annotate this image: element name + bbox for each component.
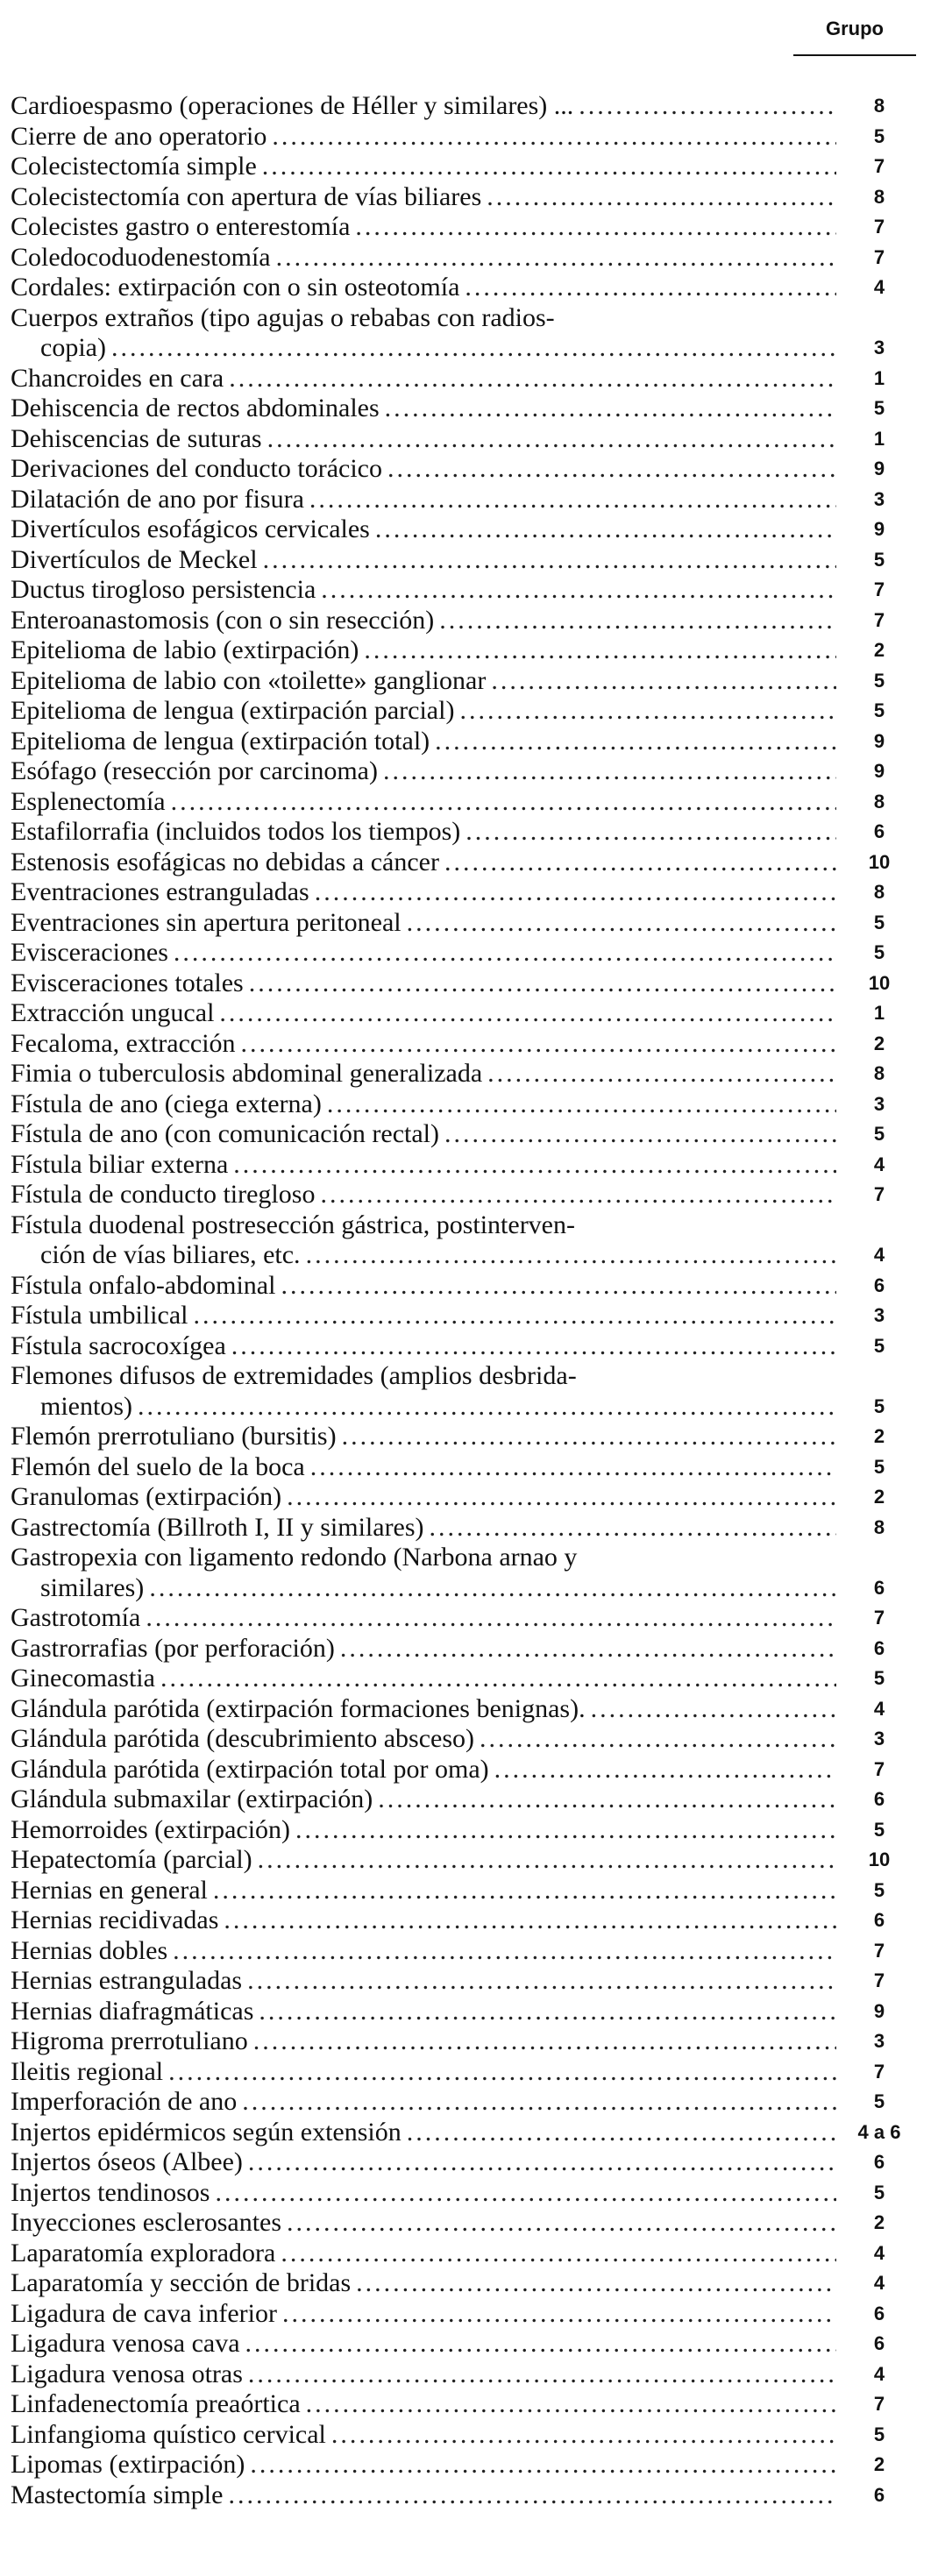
group-value: 8 [873,1515,885,1538]
list-item [11,2450,922,2480]
group-value: 4 [873,1244,885,1266]
list-item [11,1180,922,1210]
procedure-name: Derivaciones del conducto torácico ..... [11,454,836,485]
group-value: 5 [873,1818,885,1841]
group-value: 4 a 6 [857,2120,901,2143]
procedure-name: Laparatomía y sección de bridas ..... [11,2268,836,2299]
list-item [11,1876,922,1906]
list-item [11,666,922,697]
list-item [11,848,922,878]
group-value: 10 [868,850,891,873]
list-item [11,1845,922,1876]
procedure-name: Eventraciones estranguladas ..... [11,877,836,908]
procedure-name: Flemón del suelo de la boca ..... [11,1452,836,1483]
list-item [11,606,922,636]
procedure-name: Fístula sacrocoxígea ..... [11,1331,836,1362]
group-value: 5 [873,548,885,571]
procedure-name: Epitelioma de labio (extirpación) ..... [11,635,836,666]
procedure-name: Extracción ungucal ..... [11,998,836,1029]
procedure-name: Glándula submaxilar (extirpación) ..... [11,1785,836,1815]
procedure-name: Ligadura de cava inferior ..... [11,2299,836,2330]
group-value: 7 [873,245,885,268]
group-value: 6 [873,2332,885,2354]
list-item [11,1422,922,1452]
group-value: 6 [873,2483,885,2506]
group-column-title: Grupo [826,18,884,39]
list-item [11,2480,922,2511]
column-header [789,18,920,56]
procedure-name: Fístula de ano (con comunicación rectal) ..... [11,1119,836,1150]
procedure-name: Fístula de conducto tiregloso ..... [11,1180,836,1210]
list-item [11,1815,922,1846]
group-value: 7 [873,1757,885,1780]
procedure-name [11,1361,836,1422]
list-item [11,1634,922,1664]
procedure-name: Ligadura venosa cava ..... [11,2329,836,2360]
procedure-name-continuation: copia) ..... [11,333,836,364]
procedure-name: Colecistes gastro o enterestomía ..... [11,212,836,243]
procedure-name: Ileitis regional ..... [11,2057,836,2088]
group-value: 2 [873,2453,885,2475]
procedure-name: Hernias recidivadas ..... [11,1905,836,1936]
procedure-name: Fístula biliar externa ..... [11,1150,836,1181]
procedure-name: Cardioespasmo (operaciones de Héller y similares) ... ..... [11,91,836,122]
group-value: 5 [873,699,885,721]
procedure-name: Cordales: extirpación con o sin osteotomía ..... [11,273,836,303]
list-item [11,454,922,485]
procedure-name: Hernias en general ..... [11,1876,836,1906]
group-value: 3 [873,1092,885,1115]
list-item [11,2299,922,2330]
procedure-name: Enteroanastomosis (con o sin resección) ..... [11,606,836,636]
group-value: 7 [873,2393,885,2415]
group-value: 6 [873,1274,885,1296]
list-item [11,91,922,122]
group-value: 5 [873,1123,885,1145]
procedure-name: Injertos óseos (Albee) ..... [11,2147,836,2178]
list-item [11,1119,922,1150]
procedure-name: Divertículos esofágicos cervicales ..... [11,514,836,545]
list-item [11,303,922,364]
header-rule [793,54,916,56]
procedure-name: Epitelioma de lengua (extirpación total) ..... [11,727,836,757]
group-value: 6 [873,1788,885,1810]
procedure-name: Glándula parótida (extirpación total por oma) ..... [11,1755,836,1785]
procedure-name: Cierre de ano operatorio ..... [11,122,836,153]
procedure-name: Dehiscencias de suturas ..... [11,424,836,455]
procedure-name: Hepatectomía (parcial) ..... [11,1845,836,1876]
list-item [11,1513,922,1543]
group-value: 8 [873,185,885,208]
list-item [11,1966,922,1997]
list-item [11,1603,922,1634]
list-item [11,1997,922,2027]
procedure-name-line: Gastropexia con ligamento redondo (Narbona arnao y [11,1543,578,1572]
list-item [11,485,922,515]
procedure-name: Estenosis esofágicas no debidas a cáncer ..... [11,848,836,878]
procedure-name: Laparatomía exploradora ..... [11,2239,836,2269]
procedure-name: Gastrectomía (Billroth I, II y similares) ..... [11,1513,836,1543]
group-value: 10 [868,971,891,994]
procedure-name: Granulomas (extirpación) ..... [11,1482,836,1513]
list-item [11,998,922,1029]
list-item [11,1694,922,1725]
group-value: 7 [873,578,885,600]
group-value: 5 [873,1394,885,1417]
group-value: 7 [873,216,885,238]
procedure-name: Evisceraciones ..... [11,938,836,969]
procedure-name: Lipomas (extirpación) ..... [11,2450,836,2480]
list-item [11,152,922,182]
list-item [11,1543,922,1603]
group-value: 4 [873,2241,885,2264]
list-item [11,1059,922,1089]
procedure-name: Fimia o tuberculosis abdominal generalizada ..... [11,1059,836,1089]
group-value: 5 [873,124,885,147]
group-value: 5 [873,669,885,692]
procedure-name-line: Flemones difusos de extremidades (amplios desbrida- [11,1361,577,1390]
list-item [11,424,922,455]
list-item [11,182,922,213]
group-value: 2 [873,1486,885,1508]
list-item [11,696,922,727]
group-value: 2 [873,1032,885,1054]
list-item [11,2118,922,2148]
list-item [11,817,922,848]
list-item [11,2360,922,2390]
list-item [11,1331,922,1362]
group-value: 9 [873,760,885,782]
group-value: 7 [873,608,885,631]
procedure-name: Hernias dobles ..... [11,1936,836,1967]
procedure-name: Linfadenectomía preaórtica ..... [11,2389,836,2420]
list-item [11,545,922,576]
list-item [11,122,922,153]
list-item [11,787,922,818]
list-item [11,1029,922,1060]
list-item [11,877,922,908]
procedure-name: Fecaloma, extracción ..... [11,1029,836,1060]
list-item [11,1452,922,1483]
list-item [11,1301,922,1331]
group-value: 9 [873,729,885,752]
group-value: 6 [873,2302,885,2324]
list-item [11,1361,922,1422]
list-item [11,2026,922,2057]
procedure-name: Flemón prerrotuliano (bursitis) ..... [11,1422,836,1452]
group-value: 7 [873,1969,885,1991]
group-value: 4 [873,276,885,298]
list-item [11,2178,922,2209]
procedure-name: Evisceraciones totales ..... [11,969,836,999]
procedure-name: Fístula umbilical ..... [11,1301,836,1331]
list-item [11,1905,922,1936]
list-item [11,2389,922,2420]
list-item [11,394,922,424]
procedure-name: Esplenectomía ..... [11,787,836,818]
list-item [11,1724,922,1755]
group-value: 5 [873,2181,885,2203]
list-item [11,756,922,787]
procedure-name: Fístula de ano (ciega externa) ..... [11,1089,836,1120]
group-value: 8 [873,1062,885,1084]
procedure-name: Injertos epidérmicos según extensión ..... [11,2118,836,2148]
procedure-list [11,91,922,2510]
procedure-name [11,1210,836,1271]
list-item [11,2239,922,2269]
list-item [11,2057,922,2088]
list-item [11,1089,922,1120]
group-value: 6 [873,2151,885,2173]
procedure-name: Colecistectomía simple ..... [11,152,836,182]
list-item [11,212,922,243]
group-value: 7 [873,1607,885,1629]
group-value: 2 [873,2211,885,2233]
procedure-name: Colecistectomía con apertura de vías biliares ..... [11,182,836,213]
procedure-name: Epitelioma de lengua (extirpación parcial) ..... [11,696,836,727]
group-value: 1 [873,427,885,450]
group-value: 10 [868,1849,891,1870]
group-value: 6 [873,1576,885,1599]
group-value: 5 [873,2090,885,2112]
procedure-name-continuation: ción de vías biliares, etc. ..... [11,1240,836,1271]
group-value: 5 [873,941,885,963]
group-value: 3 [873,337,885,358]
group-value: 9 [873,458,885,479]
procedure-name: Hernias diafragmáticas ..... [11,1997,836,2027]
list-item [11,969,922,999]
procedure-name: Injertos tendinosos ..... [11,2178,836,2209]
list-item [11,1271,922,1302]
list-item [11,2208,922,2239]
procedure-name: Glándula parótida (extirpación formaciones benignas). ..... [11,1694,836,1725]
list-item [11,938,922,969]
group-value: 6 [873,1909,885,1931]
group-value: 7 [873,1939,885,1962]
procedure-name: Esófago (resección por carcinoma) ..... [11,756,836,787]
procedure-name: Linfangioma quístico cervical ..... [11,2420,836,2451]
group-value: 4 [873,2362,885,2385]
list-item [11,514,922,545]
list-item [11,2087,922,2118]
procedure-name: Coledocoduodenestomía ..... [11,243,836,273]
procedure-name: Fístula onfalo-abdominal ..... [11,1271,836,1302]
procedure-name: Epitelioma de labio con «toilette» ganglionar ..... [11,666,836,697]
list-item [11,243,922,273]
list-item [11,1150,922,1181]
procedure-name-line: Fístula duodenal postresección gástrica, postinterven- [11,1210,575,1239]
group-value: 1 [873,1002,885,1024]
procedure-name: Ligadura venosa otras ..... [11,2360,836,2390]
group-value: 8 [873,881,885,903]
procedure-name-continuation: similares) ..... [11,1573,836,1604]
list-item [11,1664,922,1694]
group-value: 4 [873,2272,885,2294]
group-value: 2 [873,639,885,661]
procedure-name: Inyecciones esclerosantes ..... [11,2208,836,2239]
list-item [11,2329,922,2360]
list-item [11,2268,922,2299]
list-item [11,2420,922,2451]
group-value: 7 [873,1183,885,1205]
group-value: 3 [873,1728,885,1749]
procedure-name: Gastrotomía ..... [11,1603,836,1634]
group-value: 7 [873,155,885,177]
list-item [11,1936,922,1967]
list-item [11,364,922,394]
list-item [11,908,922,939]
group-value: 9 [873,1999,885,2022]
group-value: 4 [873,1697,885,1720]
list-item [11,1755,922,1785]
list-item [11,727,922,757]
procedure-name [11,1543,836,1603]
procedure-name: Divertículos de Meckel ..... [11,545,836,576]
group-value: 5 [873,1455,885,1478]
group-value: 5 [873,2423,885,2445]
procedure-name: Chancroides en cara ..... [11,364,836,394]
list-item [11,1482,922,1513]
group-value: 7 [873,2060,885,2083]
procedure-name: Hernias estranguladas ..... [11,1966,836,1997]
group-value: 5 [873,1667,885,1689]
group-value: 8 [873,790,885,813]
procedure-name: Dehiscencia de rectos abdominales ..... [11,394,836,424]
procedure-name [11,303,836,364]
group-value: 4 [873,1153,885,1175]
procedure-name: Ginecomastia ..... [11,1664,836,1694]
group-value: 5 [873,1878,885,1901]
procedure-name: Gastrorrafias (por perforación) ..... [11,1634,836,1664]
procedure-name-line: Cuerpos extraños (tipo agujas o rebabas con radios- [11,302,555,332]
procedure-name: Imperforación de ano ..... [11,2087,836,2118]
procedure-name: Ductus tirogloso persistencia ..... [11,575,836,606]
procedure-name-continuation: mientos) ..... [11,1392,836,1423]
procedure-name: Higroma prerrotuliano ..... [11,2026,836,2057]
procedure-name: Hemorroides (extirpación) ..... [11,1815,836,1846]
procedure-name: Estafilorrafia (incluidos todos los tiempos) ..... [11,817,836,848]
group-value: 6 [873,820,885,842]
group-value: 2 [873,1425,885,1447]
procedure-name: Eventraciones sin apertura peritoneal ..... [11,908,836,939]
list-item [11,1210,922,1271]
list-item [11,2147,922,2178]
list-item [11,1785,922,1815]
procedure-name: Mastectomía simple ..... [11,2480,836,2511]
procedure-name: Dilatación de ano por fisura ..... [11,485,836,515]
group-value: 3 [873,2030,885,2052]
group-value: 5 [873,1334,885,1357]
list-item [11,635,922,666]
group-value: 3 [873,487,885,510]
group-value: 3 [873,1304,885,1326]
group-value: 5 [873,397,885,419]
group-value: 9 [873,518,885,540]
group-value: 5 [873,911,885,933]
list-item [11,575,922,606]
procedure-name: Glándula parótida (descubrimiento absceso) ..... [11,1724,836,1755]
group-value: 8 [873,95,885,117]
list-item [11,273,922,303]
group-value: 6 [873,1636,885,1659]
group-value: 1 [873,366,885,389]
